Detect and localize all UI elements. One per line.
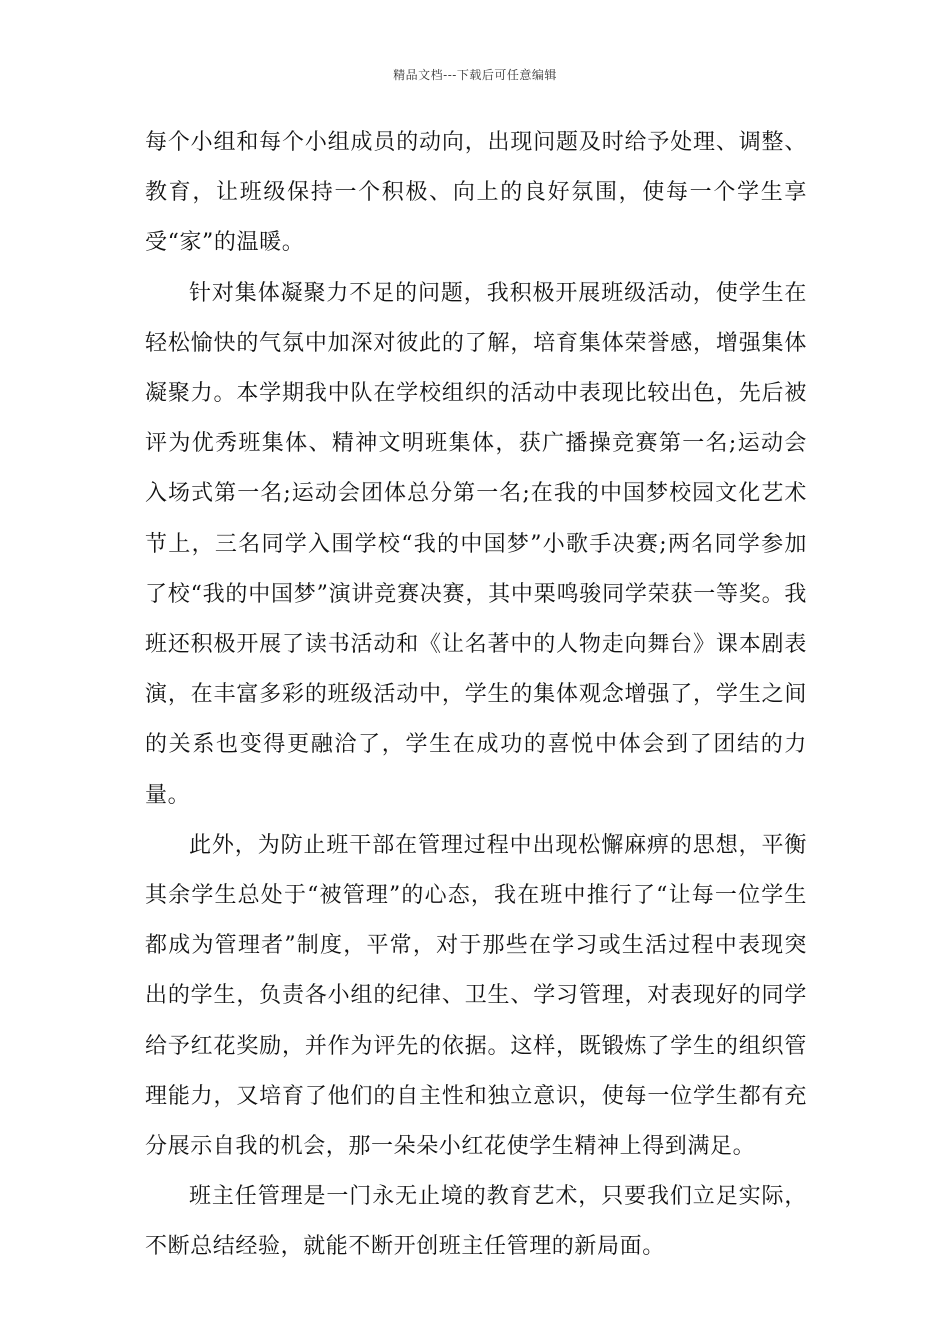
page-header-note: 精品文档---下载后可任意编辑 — [393, 68, 557, 82]
paragraph-3: 此外，为防止班干部在管理过程中出现松懈麻痹的思想，平衡其余学生总处于“被管理”的心态，我在班中推行了“让每一位学生都成为管理者”制度，平常，对于那些在学习或生活过程中表现突出的学生，负责各小组的纪律、卫生、学习管理，对表现好的同学给予红花奖励，并作为评先的依据。这样，既锻炼了学生的组织管理能力，又培育了他们的自主性和独立意识，使每一位学生都有充分展示自我的机会，那一朵朵小红花使学生精神上得到满足。 — [145, 832, 807, 1160]
paragraph-4: 班主任管理是一门永无止境的教育艺术，只要我们立足实际，不断总结经验，就能不断开创班主任管理的新局面。 — [145, 1184, 807, 1260]
paragraph-1: 每个小组和每个小组成员的动向，出现问题及时给予处理、调整、教育，让班级保持一个积极、向上的良好氛围，使每一个学生享受“家”的温暖。 — [145, 130, 807, 256]
paragraph-2: 针对集体凝聚力不足的问题，我积极开展班级活动，使学生在轻松愉快的气氛中加深对彼此的了解，培育集体荣誉感，增强集体凝聚力。本学期我中队在学校组织的活动中表现比较出色，先后被评为优秀班集体、精神文明班集体，获广播操竞赛第一名;运动会入场式第一名;运动会团体总分第一名;在我的中国梦校园文化艺术节上，三名同学入围学校“我的中国梦”小歌手决赛;两名同学参加了校“我的中国梦”演讲竞赛决赛，其中栗鸣骏同学荣获一等奖。我班还积极开展了读书活动和《让名著中的人物走向舞台》课本剧表演，在丰富多彩的班级活动中，学生的集体观念增强了，学生之间的关系也变得更融洽了，学生在成功的喜悦中体会到了团结的力量。 — [145, 280, 807, 808]
document-body — [145, 118, 807, 1273]
